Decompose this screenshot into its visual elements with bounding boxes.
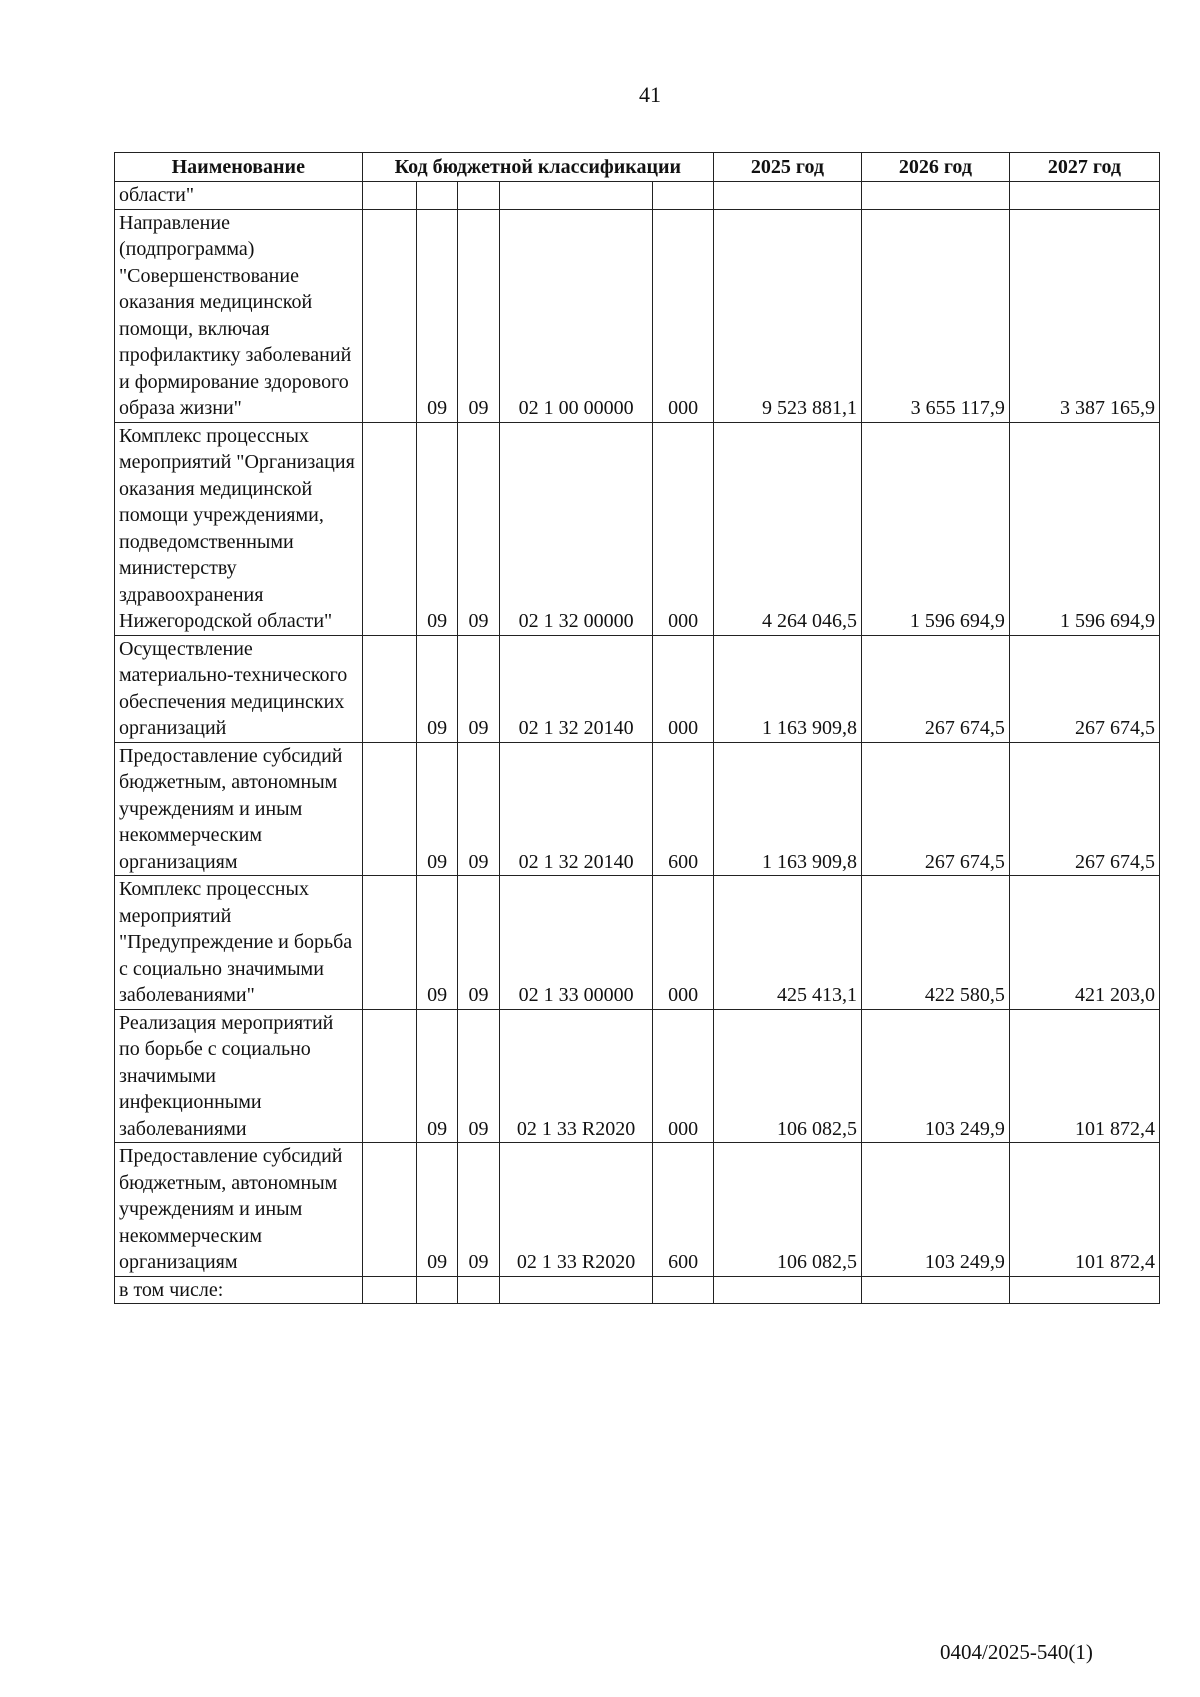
row-code-4: 02 1 00 00000 xyxy=(500,209,653,422)
row-code-2: 09 xyxy=(417,1143,458,1277)
row-code-5: 000 xyxy=(653,422,714,635)
row-code-1 xyxy=(362,209,417,422)
page-number: 41 xyxy=(639,82,661,107)
table-row xyxy=(115,876,1160,1010)
row-code-4: 02 1 32 20140 xyxy=(500,635,653,742)
row-2026: 103 249,9 xyxy=(861,1009,1009,1143)
row-code-4: 02 1 32 00000 xyxy=(500,422,653,635)
row-2026: 267 674,5 xyxy=(861,635,1009,742)
row-2026: 3 655 117,9 xyxy=(861,209,1009,422)
table-row xyxy=(115,1143,1160,1277)
table-header-row xyxy=(115,153,1160,182)
row-code-1 xyxy=(362,635,417,742)
row-code-5: 600 xyxy=(653,742,714,876)
row-code-5: 000 xyxy=(653,209,714,422)
row-code-5: 000 xyxy=(653,1009,714,1143)
row-code-2: 09 xyxy=(417,635,458,742)
row-2026: 103 249,9 xyxy=(861,1143,1009,1277)
row-code-1 xyxy=(362,422,417,635)
row-2027: 267 674,5 xyxy=(1009,742,1159,876)
row-2026: 267 674,5 xyxy=(861,742,1009,876)
row-code-2: 09 xyxy=(417,742,458,876)
row-2027: 3 387 165,9 xyxy=(1009,209,1159,422)
row-code-3: 09 xyxy=(458,209,500,422)
row-2025: 106 082,5 xyxy=(714,1143,862,1277)
row-code-4: 02 1 33 R2020 xyxy=(500,1009,653,1143)
row-code-5: 000 xyxy=(653,635,714,742)
row-2025: 9 523 881,1 xyxy=(714,209,862,422)
row-code-3: 09 xyxy=(458,1143,500,1277)
table-row xyxy=(115,742,1160,876)
row-code-1 xyxy=(362,876,417,1010)
row-code-1 xyxy=(362,1009,417,1143)
row-code-3: 09 xyxy=(458,876,500,1010)
row-code-2: 09 xyxy=(417,1009,458,1143)
row-code-3: 09 xyxy=(458,1009,500,1143)
header-name: Наименование xyxy=(115,153,363,182)
carry-over-row xyxy=(115,182,1160,210)
table-row xyxy=(115,1009,1160,1143)
row-2026: 1 596 694,9 xyxy=(861,422,1009,635)
row-code-1 xyxy=(362,1143,417,1277)
table-row xyxy=(115,422,1160,635)
row-code-4: 02 1 32 20140 xyxy=(500,742,653,876)
footer-row xyxy=(115,1276,1160,1304)
row-2027: 1 596 694,9 xyxy=(1009,422,1159,635)
table-row xyxy=(115,209,1160,422)
budget-table xyxy=(114,152,1160,1304)
header-code: Код бюджетной классификации xyxy=(362,153,713,182)
row-code-4: 02 1 33 00000 xyxy=(500,876,653,1010)
carry-over-text: области" xyxy=(115,182,363,210)
row-name: Направление (подпрограмма) "Совершенствование оказания медицинской помощи, включая профилактику заболеваний и формирование здорового образа жизни" xyxy=(115,209,363,422)
row-2027: 101 872,4 xyxy=(1009,1143,1159,1277)
row-code-3: 09 xyxy=(458,742,500,876)
row-code-3: 09 xyxy=(458,422,500,635)
row-name: Комплекс процессных мероприятий "Предупреждение и борьба с социально значимыми заболеваниями" xyxy=(115,876,363,1010)
row-name: Предоставление субсидий бюджетным, автономным учреждениям и иным некоммерческим организациям xyxy=(115,1143,363,1277)
document-code: 0404/2025-540(1) xyxy=(940,1640,1093,1664)
row-2025: 1 163 909,8 xyxy=(714,742,862,876)
row-2027: 101 872,4 xyxy=(1009,1009,1159,1143)
row-name: Комплекс процессных мероприятий "Организация оказания медицинской помощи учреждениями, подведомственными министерству здравоохранения Нижегородской области" xyxy=(115,422,363,635)
footer-text: в том числе: xyxy=(115,1276,363,1304)
row-2025: 425 413,1 xyxy=(714,876,862,1010)
row-2027: 267 674,5 xyxy=(1009,635,1159,742)
row-code-5: 000 xyxy=(653,876,714,1010)
header-2026: 2026 год xyxy=(861,153,1009,182)
row-name: Реализация мероприятий по борьбе с социально значимыми инфекционными заболеваниями xyxy=(115,1009,363,1143)
row-code-4: 02 1 33 R2020 xyxy=(500,1143,653,1277)
header-2027: 2027 год xyxy=(1009,153,1159,182)
row-2027: 421 203,0 xyxy=(1009,876,1159,1010)
row-code-1 xyxy=(362,742,417,876)
row-2025: 106 082,5 xyxy=(714,1009,862,1143)
table-row xyxy=(115,635,1160,742)
row-code-2: 09 xyxy=(417,209,458,422)
header-2025: 2025 год xyxy=(714,153,862,182)
row-code-2: 09 xyxy=(417,876,458,1010)
row-2025: 4 264 046,5 xyxy=(714,422,862,635)
row-2026: 422 580,5 xyxy=(861,876,1009,1010)
row-2025: 1 163 909,8 xyxy=(714,635,862,742)
row-code-2: 09 xyxy=(417,422,458,635)
row-code-5: 600 xyxy=(653,1143,714,1277)
row-name: Предоставление субсидий бюджетным, автономным учреждениям и иным некоммерческим организациям xyxy=(115,742,363,876)
row-name: Осуществление материально-технического обеспечения медицинских организаций xyxy=(115,635,363,742)
row-code-3: 09 xyxy=(458,635,500,742)
